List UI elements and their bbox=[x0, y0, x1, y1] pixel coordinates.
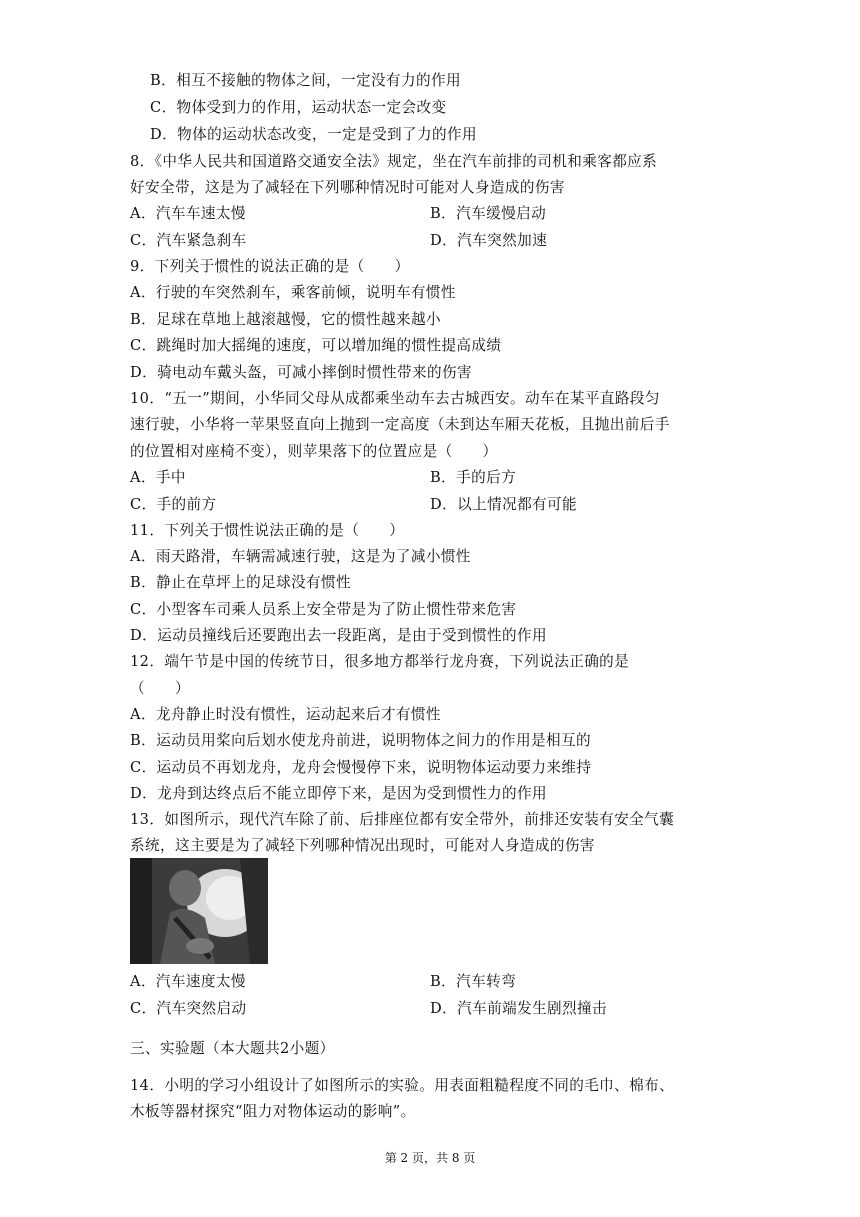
text-line: D．运动员撞线后还要跑出去一段距离，是由于受到惯性的作用 bbox=[130, 627, 547, 644]
option-right: B．手的后方 bbox=[430, 469, 517, 486]
option-left: A．汽车速度太慢 bbox=[130, 973, 246, 990]
text-line: 13．如图所示，现代汽车除了前、后排座位都有安全带外，前排还安装有安全气囊 bbox=[130, 811, 675, 828]
text-line: 8．《中华人民共和国道路交通安全法》规定，坐在汽车前排的司机和乘客都应系 bbox=[130, 153, 658, 170]
option-left: A．汽车车速太慢 bbox=[130, 205, 246, 222]
text-line: A．行驶的车突然刹车，乘客前倾，说明车有惯性 bbox=[130, 284, 456, 301]
text-line: B．相互不接触的物体之间，一定没有力的作用 bbox=[150, 72, 462, 89]
text-line: B．静止在草坪上的足球没有惯性 bbox=[130, 574, 352, 591]
option-left: C．手的前方 bbox=[130, 496, 217, 513]
text-line: （ ） bbox=[130, 680, 190, 697]
option-right: D．以上情况都有可能 bbox=[430, 496, 578, 513]
text-line: D．骑电动车戴头盔，可减小摔倒时惯性带来的伤害 bbox=[130, 364, 472, 381]
option-right: B．汽车转弯 bbox=[430, 973, 517, 990]
text-line: 10．“五一”期间，小华同父母从成都乘坐动车去古城西安。动车在某平直路段匀 bbox=[130, 390, 660, 407]
text-line: A．雨天路滑，车辆需减速行驶，这是为了减小惯性 bbox=[130, 548, 471, 565]
text-line: 14．小明的学习小组设计了如图所示的实验。用表面粗糙程度不同的毛巾、棉布、 bbox=[130, 1077, 675, 1094]
text-line: 速行驶，小华将一苹果竖直向上抛到一定高度（未到达车厢天花板，且抛出前后手 bbox=[130, 416, 670, 433]
option-right: B．汽车缓慢启动 bbox=[430, 205, 547, 222]
text-line: C．物体受到力的作用，运动状态一定会改变 bbox=[150, 99, 447, 116]
text-line: D．龙舟到达终点后不能立即停下来，是因为受到惯性力的作用 bbox=[130, 785, 547, 802]
text-line: C．小型客车司乘人员系上安全带是为了防止惯性带来危害 bbox=[130, 601, 517, 618]
text-line: 12．端午节是中国的传统节日，很多地方都举行龙舟赛，下列说法正确的是 bbox=[130, 653, 630, 670]
text-line: 9．下列关于惯性的说法正确的是（ ） bbox=[130, 258, 410, 275]
option-left: A．手中 bbox=[130, 469, 186, 486]
option-left: C．汽车突然启动 bbox=[130, 1000, 247, 1017]
text-line: 好安全带，这是为了减轻在下列哪种情况时可能对人身造成的伤害 bbox=[130, 179, 565, 196]
text-line: C．运动员不再划龙舟，龙舟会慢慢停下来，说明物体运动要力来维持 bbox=[130, 759, 592, 776]
text-line: B．运动员用桨向后划水使龙舟前进，说明物体之间力的作用是相互的 bbox=[130, 732, 591, 749]
option-right: D．汽车前端发生剧烈撞击 bbox=[430, 1000, 608, 1017]
text-line: A．龙舟静止时没有惯性，运动起来后才有惯性 bbox=[130, 706, 441, 723]
text-line: B．足球在草地上越滚越慢，它的惯性越来越小 bbox=[130, 311, 442, 328]
text-line: D．物体的运动状态改变，一定是受到了力的作用 bbox=[150, 126, 477, 143]
text-line: C．跳绳时加大摇绳的速度，可以增加绳的惯性提高成绩 bbox=[130, 337, 502, 354]
page-footer: 第 2 页，共 8 页 bbox=[384, 1151, 476, 1165]
text-line: 11．下列关于惯性说法正确的是（ ） bbox=[130, 522, 405, 539]
text-line: 木板等器材探究“阻力对物体运动的影响”。 bbox=[130, 1103, 416, 1120]
text-line: 系统，这主要是为了减轻下列哪种情况出现时，可能对人身造成的伤害 bbox=[130, 837, 595, 854]
option-left: C．汽车紧急刹车 bbox=[130, 232, 247, 249]
airbag-photo bbox=[130, 858, 268, 964]
text-line: 的位置相对座椅不变），则苹果落下的位置应是（ ） bbox=[130, 443, 498, 460]
option-right: D．汽车突然加速 bbox=[430, 232, 548, 249]
text-line: 三、实验题（本大题共2小题） bbox=[130, 1040, 335, 1057]
